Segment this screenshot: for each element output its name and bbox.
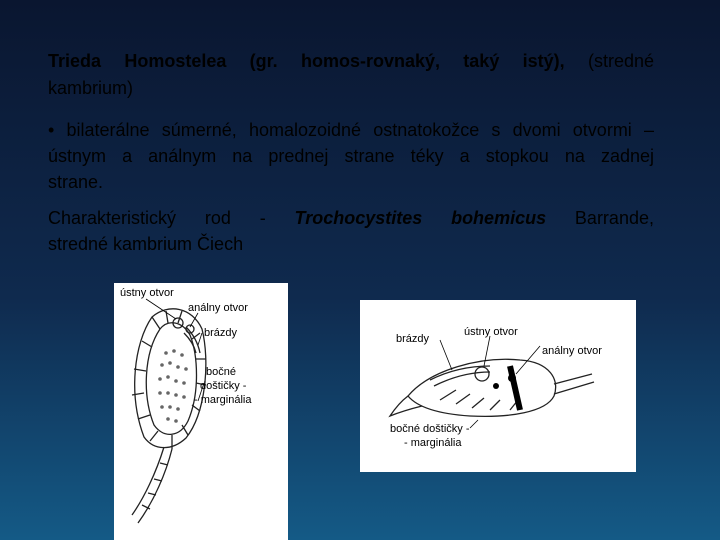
left-label-lateral-3: - marginália (194, 394, 252, 406)
genus-author: Barrande, (574, 208, 654, 228)
bullet-text-1: bilaterálne súmerné, homalozoidné ostnatokožce s dvomi otvormi – (66, 120, 654, 140)
period-end: kambrium) (48, 78, 134, 98)
class-title: Trieda Homostelea (48, 51, 227, 71)
trochocystites-dorsal-drawing (114, 283, 288, 540)
left-label-lateral-1: bočné (206, 366, 236, 378)
period-start: (stredné (587, 51, 654, 71)
bullet-line-2 (48, 143, 654, 169)
genus-line-1 (48, 205, 654, 231)
bullet-line-3 (48, 169, 103, 195)
bullet-line-1 (48, 117, 654, 143)
right-label-grooves: brázdy (396, 333, 430, 345)
right-label-anus: análny otvor (542, 345, 602, 357)
bullet-text-3: strane. (48, 172, 104, 192)
genus-prefix: Charakteristický rod - (48, 208, 266, 228)
right-label-mouth: ústny otvor (464, 326, 518, 338)
left-label-grooves: brázdy (204, 327, 238, 339)
figure-left-panel (114, 283, 288, 540)
class-etymology: (gr. homos-rovnaký, taký istý), (249, 51, 565, 71)
bullet-text-2: ústnym a análnym na prednej strane téky a stopkou na zadnej (48, 146, 654, 166)
right-label-lateral-1: bočné doštičky - (390, 423, 470, 435)
left-label-lateral-2: doštičky - (200, 380, 247, 392)
left-label-anus: análny otvor (188, 302, 248, 314)
genus-locality: stredné kambrium Čiech (48, 234, 244, 254)
left-label-mouth: ústny otvor (120, 287, 174, 299)
heading-line-1 (48, 48, 654, 74)
figure-right-panel (360, 300, 636, 472)
bullet-marker: • (48, 120, 55, 140)
right-label-lateral-2: - marginália (404, 437, 462, 449)
genus-name: Trochocystites bohemicus (294, 208, 547, 228)
heading-line-2 (48, 75, 133, 101)
genus-line-2 (48, 231, 243, 257)
